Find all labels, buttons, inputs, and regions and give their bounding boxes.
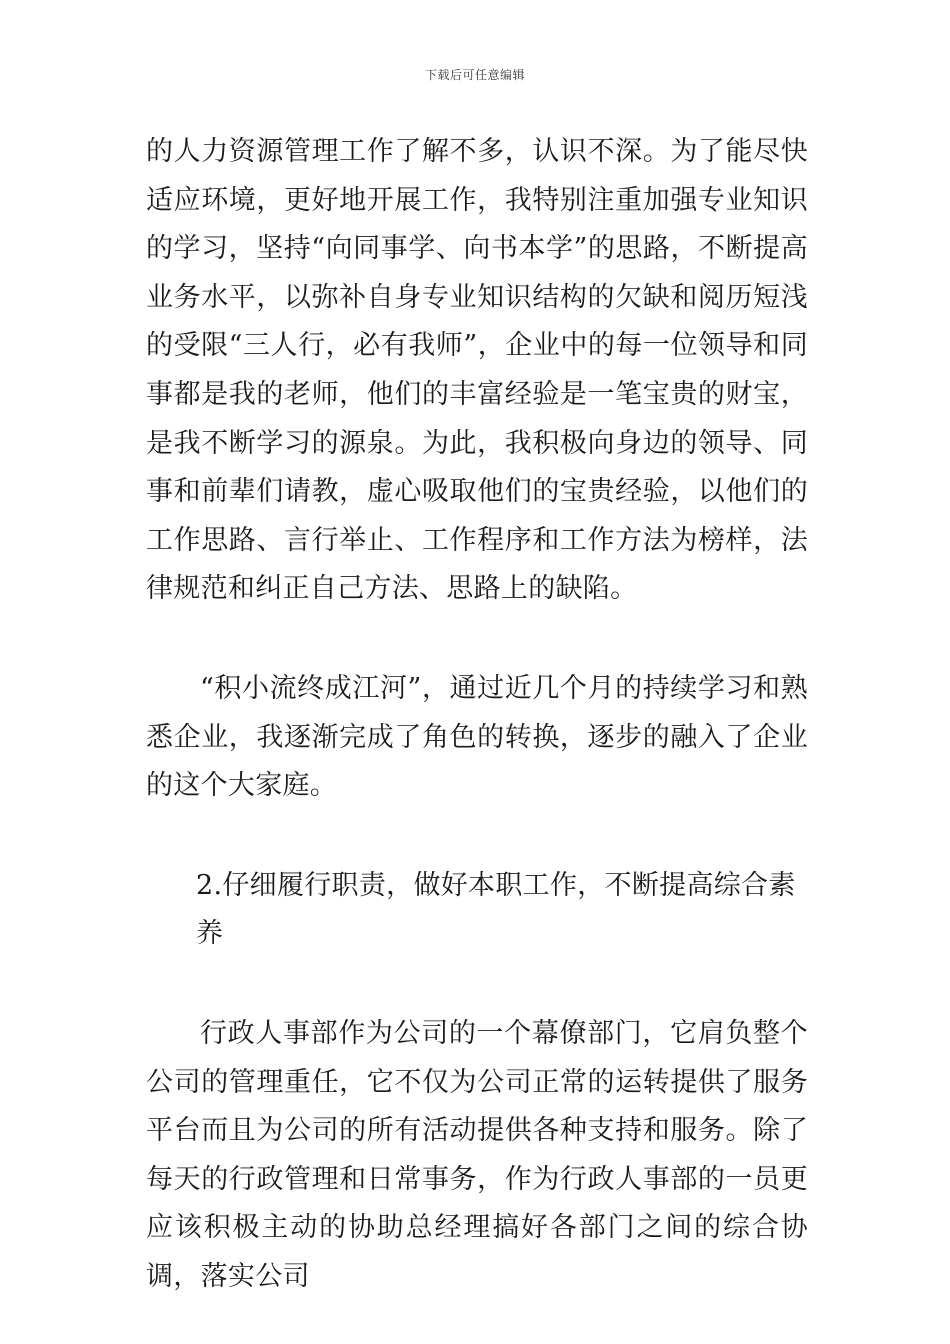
paragraph-2: “积小流终成江河”，通过近几个月的持续学习和熟悉企业，我逐渐完成了角色的转换，逐步的融入了企业的这个大家庭。 xyxy=(146,672,808,802)
document-body xyxy=(146,128,808,1301)
section-heading: 2.仔细履行职责，做好本职工作，不断提高综合素养 xyxy=(196,869,796,950)
paragraph-3: 行政人事部作为公司的一个幕僚部门，它肩负整个公司的管理重任，它不仅为公司正常的运转提供了服务平台而且为公司的所有活动提供各种支持和服务。除了每天的行政管理和日常事务，作为行政人事部的一员更应该积极主动的协助总经理搞好各部门之间的综合协调，落实公司 xyxy=(146,1017,808,1292)
paragraph-gap xyxy=(146,959,808,1010)
header-note: 下载后可任意编辑 xyxy=(424,68,525,82)
paragraph-gap xyxy=(146,614,808,665)
paragraph-1: 的人力资源管理工作了解不多，认识不深。为了能尽快适应环境，更好地开展工作，我特别注重加强专业知识的学习，坚持“向同事学、向书本学”的思路，不断提高业务水平，以弥补自身专业知识结构的欠缺和阅历短浅的受限“三人行，必有我师”，企业中的每一位领导和同事都是我的老师，他们的丰富经验是一笔宝贵的财宝，是我不断学习的源泉。为此，我积极向身边的领导、同事和前辈们请教，虚心吸取他们的宝贵经验，以他们的工作思路、言行举止、工作程序和工作方法为榜样，法律规范和纠正自己方法、思路上的缺陷。 xyxy=(146,136,808,605)
paragraph-gap xyxy=(146,811,808,862)
